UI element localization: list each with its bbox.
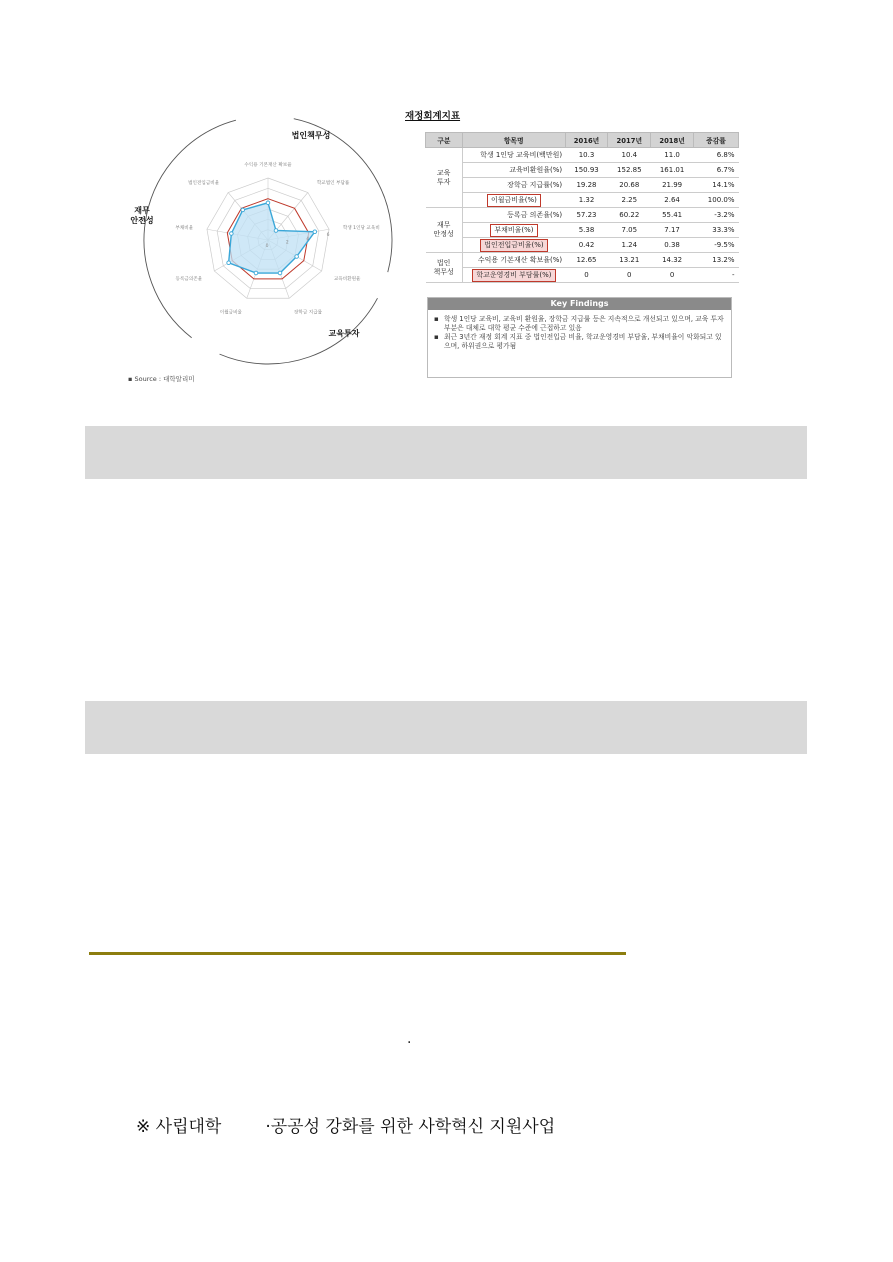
axis-label: 교육비환원율: [333, 277, 361, 282]
note-prefix: ※ 사립대학: [136, 1117, 222, 1137]
table-row: [426, 163, 739, 178]
dimension-arc: [291, 119, 392, 272]
group-cell: 재무 안정성: [426, 208, 463, 253]
change-rate: -9.5%: [693, 238, 738, 253]
change-rate: -3.2%: [693, 208, 738, 223]
header-change: 증감률: [693, 133, 738, 148]
value-2018: 14.32: [651, 253, 694, 268]
table-row: [426, 148, 739, 163]
item-cell: [462, 208, 565, 223]
item-label: 교육비환원율(%): [509, 166, 563, 174]
value-2018: 7.17: [651, 223, 694, 238]
value-2018: 21.99: [651, 178, 694, 193]
value-2016: 150.93: [565, 163, 608, 178]
axis-label: 학생 1인당 교육비: [342, 225, 380, 231]
series-point: [227, 261, 231, 265]
header-category: 구분: [426, 133, 463, 148]
value-2016: 12.65: [565, 253, 608, 268]
value-2018: 11.0: [651, 148, 694, 163]
axis-label: 학교법인 부담률: [316, 180, 350, 186]
value-2016: 0: [565, 268, 608, 283]
item-cell: [462, 253, 565, 268]
value-2018: 55.41: [651, 208, 694, 223]
dimension-label: 법인책무성: [291, 131, 331, 140]
section-header-bar: [85, 701, 807, 754]
axis-label: 등록금의존율: [175, 277, 203, 282]
header-2018: 2018년: [651, 133, 694, 148]
note-suffix: ·공공성 강화를 위한 사학혁신 지원사업: [265, 1117, 556, 1137]
change-rate: 6.8%: [693, 148, 738, 163]
financial-indicators-table: [425, 132, 739, 283]
value-2017: 60.22: [608, 208, 651, 223]
value-2017: 7.05: [608, 223, 651, 238]
axis-label: 수익용 기본재산 확보율: [244, 163, 292, 168]
change-rate: -: [693, 268, 738, 283]
item-label: 등록금 의존율(%): [507, 211, 563, 219]
change-rate: 14.1%: [693, 178, 738, 193]
item-cell: [462, 148, 565, 163]
table-title: 재정회계지표: [405, 111, 461, 122]
item-label: 이월금비율(%): [487, 194, 541, 207]
table-row: [426, 268, 739, 283]
table-body: [426, 148, 739, 283]
value-2017: 10.4: [608, 148, 651, 163]
table-row: [426, 208, 739, 223]
dimension-label: 재무: [134, 206, 150, 215]
value-2016: 0.42: [565, 238, 608, 253]
item-label: 부채비율(%): [490, 224, 537, 237]
tick-label: 2: [285, 240, 289, 246]
item-cell: [462, 193, 565, 208]
item-label: 학교운영경비 부담률(%): [472, 269, 555, 282]
table-header-row: [426, 133, 739, 148]
note-line: [136, 1112, 555, 1137]
divider-line: [89, 952, 626, 955]
item-cell: [462, 238, 565, 253]
series-point: [313, 230, 317, 234]
table-row: [426, 223, 739, 238]
series-point: [278, 271, 282, 275]
item-cell: [462, 268, 565, 283]
table-row: [426, 178, 739, 193]
value-2017: 20.68: [608, 178, 651, 193]
table-row: [426, 253, 739, 268]
value-2017: 2.25: [608, 193, 651, 208]
value-2016: 5.38: [565, 223, 608, 238]
value-2018: 0.38: [651, 238, 694, 253]
change-rate: 100.0%: [693, 193, 738, 208]
tick-label: 6: [326, 233, 330, 239]
value-2018: 161.01: [651, 163, 694, 178]
item-cell: [462, 163, 565, 178]
value-2017: 0: [608, 268, 651, 283]
axis-label: 장학금 지급률: [293, 310, 323, 316]
axis-label: 이월금비율: [219, 310, 243, 316]
series-point: [274, 229, 278, 233]
key-finding-item: ▪ 학생 1인당 교육비, 교육비 환원율, 장학금 지급률 등은 지속적으로 개선되고 있으며, 교육 투자 부분은 대체로 대학 평균 수준에 근접하고 있음: [434, 315, 725, 332]
header-2016: 2016년: [565, 133, 608, 148]
source-note: ▪ Source : 대학알리미: [128, 375, 195, 383]
value-2016: 10.3: [565, 148, 608, 163]
series-point: [241, 208, 245, 212]
change-rate: 33.3%: [693, 223, 738, 238]
section-header-bar: [85, 426, 807, 479]
radar-chart: [118, 100, 408, 390]
item-label: 법인전입금비율(%): [480, 239, 547, 252]
dimension-label: 안전성: [130, 216, 154, 225]
value-2016: 19.28: [565, 178, 608, 193]
tick-label: 0: [265, 244, 269, 249]
dimension-label: 교육투자: [328, 329, 360, 338]
group-cell: 교육 투자: [426, 148, 463, 208]
header-item: 항목명: [462, 133, 565, 148]
value-2017: 152.85: [608, 163, 651, 178]
series-point: [295, 255, 299, 259]
tick-label: 4: [306, 236, 310, 242]
value-2017: 1.24: [608, 238, 651, 253]
axis-label: 법인전입금비율: [188, 180, 220, 186]
series-point: [266, 201, 270, 205]
item-label: 수익용 기본재산 확보율(%): [477, 256, 563, 264]
value-2016: 1.32: [565, 193, 608, 208]
item-label: 학생 1인당 교육비(백만원): [480, 151, 563, 159]
table-row: [426, 238, 739, 253]
item-cell: [462, 223, 565, 238]
value-2016: 57.23: [565, 208, 608, 223]
financial-indicators-figure: [118, 100, 739, 390]
value-2018: 0: [651, 268, 694, 283]
key-findings-title: Key Findings: [428, 298, 731, 310]
item-label: 장학금 지급률(%): [507, 181, 563, 189]
value-2017: 13.21: [608, 253, 651, 268]
value-2018: 2.64: [651, 193, 694, 208]
series-point: [254, 271, 258, 275]
item-cell: [462, 178, 565, 193]
key-findings-list: [434, 315, 725, 350]
header-2017: 2017년: [608, 133, 651, 148]
key-finding-item: ▪ 최근 3년간 재정 회계 지표 중 법인전입금 비율, 학교운영경비 부담율, 부채비율이 악화되고 있으며, 하위권으로 평가됨: [434, 333, 725, 350]
table-row: [426, 193, 739, 208]
middle-dot: ·: [407, 1035, 412, 1051]
axis-label: 부채비율: [175, 225, 194, 231]
group-cell: 법인 책무성: [426, 253, 463, 283]
change-rate: 6.7%: [693, 163, 738, 178]
change-rate: 13.2%: [693, 253, 738, 268]
series-point: [230, 232, 234, 236]
key-findings-box: [427, 297, 732, 378]
